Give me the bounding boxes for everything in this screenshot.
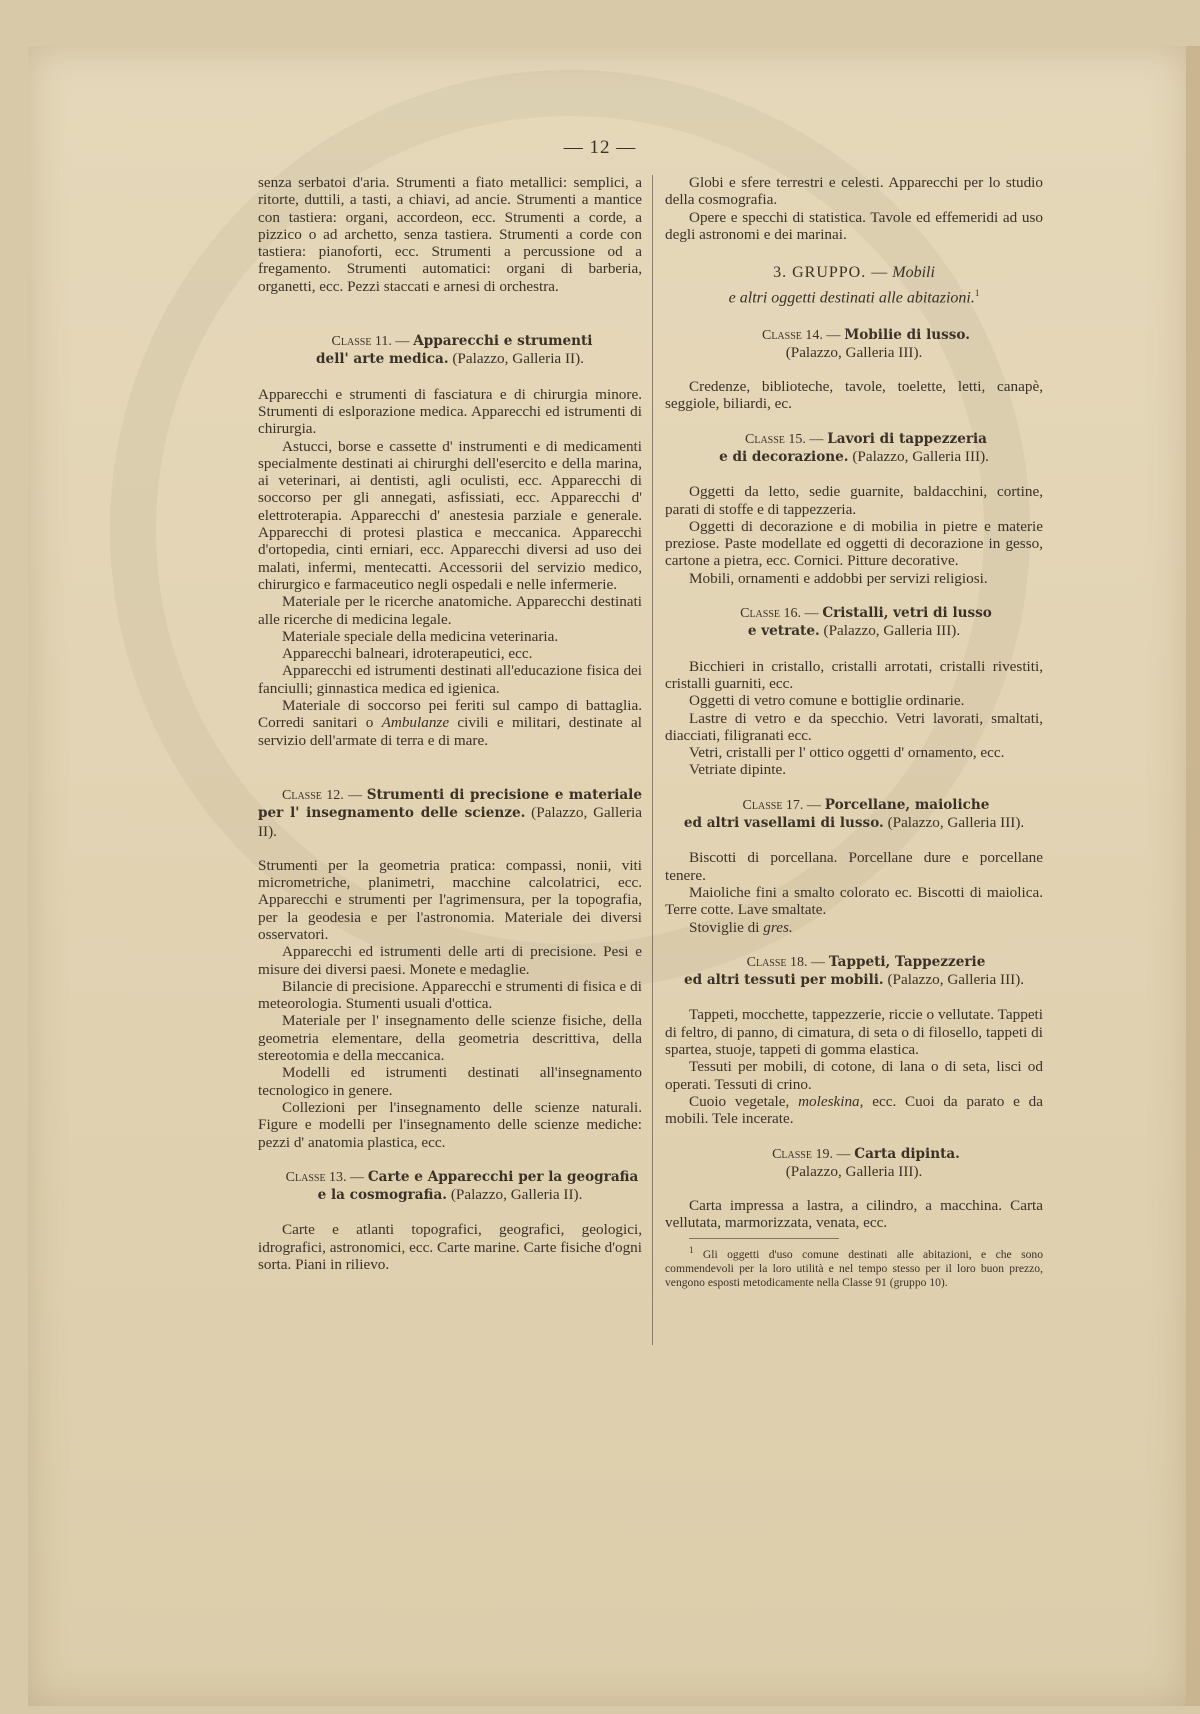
classe-12-location: (Palazzo, Galleria II). bbox=[258, 804, 642, 840]
classe-14-location: (Palazzo, Galleria III). bbox=[785, 343, 923, 361]
classe-15-section bbox=[665, 430, 1043, 587]
classe-17-title-cont: ed altri vasellami di lusso. bbox=[683, 815, 884, 832]
classe-17-paragraph: Biscotti di porcellana. Porcellane dure e porcellane tenere. bbox=[665, 849, 1043, 884]
classe-16-paragraph: Oggetti di vetro comune e bottiglie ordinarie. bbox=[689, 692, 965, 710]
classe-18-title-cont: ed altri tessuti per mobili. bbox=[683, 972, 884, 989]
classe-12-paragraph: Materiale per l' insegnamento delle scienze fisiche, della geometria elementare, della geometria descrittiva, della stereotomia e della meccanica. bbox=[258, 1012, 642, 1065]
classe-13-paragraph: Carte e atlanti topografici, geografici, geologici, idrografici, astronomici, ecc. Carte marine. Carte fisiche d'ogni sorta. Piani in rilievo. bbox=[258, 1221, 642, 1274]
classe-13-title-cont: e la cosmografia. bbox=[317, 1187, 448, 1204]
classe-16-paragraph: Lastre di vetro e da specchio. Vetri lavorati, smaltati, diacciati, filigranati ecc. bbox=[665, 709, 1043, 744]
classe-16-title: Cristalli, vetri di lusso bbox=[822, 605, 992, 622]
classe-11-heading bbox=[258, 332, 642, 369]
classe-11-paragraph: Astucci, borse e cassette d' instrumenti e di medicamenti specialmente destinati ai chirurghi dell'esercito e della marina, ai veterinari, ai dentisti, agli oculisti, ecc. Apparecchi di soccorso per gli annegati, asfissiati, ecc. Apparecchi d' elettroterapia. Apparecchi d' anestesia parziale e generale. Apparecchi di protesi plastica e meccanica. Apparecchi d'ortopedia, cinti erniari, ecc. Apparecchi diversi ad uso dei malati, infermi, mentecatti. Accessorii del servizio medico, chirurgico e farmaceutico negli ospedali e nelle infermerie. bbox=[258, 437, 642, 593]
classe-18-paragraph: Tappeti, mocchette, tappezzerie, riccie o vellutate. Tappeti di feltro, di panno, di cimatura, di seta o di filosello, tappeti di spartea, stuoje, tappeti di gomma elastica. bbox=[665, 1006, 1043, 1059]
classe-19-location: (Palazzo, Galleria III). bbox=[785, 1162, 923, 1180]
classe-17-location: (Palazzo, Galleria III). bbox=[887, 814, 1025, 832]
text-run: Stoviglie di bbox=[689, 918, 764, 936]
classe-19-label: Classe 19. — bbox=[772, 1146, 851, 1162]
classe-16-paragraph: Bicchieri in cristallo, cristalli arrotati, cristalli rivestiti, cristalli guarniti, ecc. bbox=[665, 657, 1043, 692]
gruppo-3-heading bbox=[665, 263, 1043, 308]
classe-15-paragraph: Mobili, ornamenti e addobbi per servizi religiosi. bbox=[689, 569, 988, 587]
classe-11-section bbox=[258, 332, 642, 749]
footnote-rule bbox=[689, 1238, 839, 1239]
classe-18-paragraph bbox=[665, 1093, 1043, 1128]
classe-19-paragraph: Carta impressa a lastra, a cilindro, a macchina. Carta vellutata, marmorizzata, venata, ecc. bbox=[665, 1197, 1043, 1232]
classe-18-heading bbox=[665, 953, 1043, 990]
classe-15-title: Lavori di tappezzeria bbox=[827, 430, 987, 447]
classe-12-paragraph: Strumenti per la geometria pratica: compassi, nonii, viti micrometriche, planimetri, macchine calcolatrici, ecc. Apparecchi e strumenti per l'agrimensura, per la topografia, per la geodesia e per l'astronomia. Materiale dei diversi osservatori. bbox=[258, 856, 642, 943]
classe-18-label: Classe 18. — bbox=[746, 954, 826, 970]
classe-16-paragraph: Vetri, cristalli per l' ottico oggetti d' ornamento, ecc. bbox=[689, 744, 1005, 762]
right-column bbox=[665, 174, 1043, 1290]
classe-11-paragraph: Materiale speciale della medicina veterinaria. bbox=[282, 627, 559, 645]
classe-12-section bbox=[258, 786, 642, 1151]
classe-15-location: (Palazzo, Galleria III). bbox=[852, 448, 989, 465]
classe-14-paragraph: Credenze, biblioteche, tavole, toelette, letti, canapè, seggiole, biliardi, ec. bbox=[665, 378, 1043, 413]
classe-19-title: Carta dipinta. bbox=[854, 1145, 960, 1162]
italic-run: Ambulanze bbox=[381, 714, 450, 732]
intro-paragraph: Globi e sfere terrestri e celesti. Apparecchi per lo studio della cosmografia. bbox=[665, 174, 1043, 209]
classe-17-label: Classe 17. — bbox=[742, 797, 821, 813]
classe-11-title: Apparecchi e strumenti bbox=[413, 333, 593, 350]
footnote bbox=[665, 1243, 1043, 1290]
classe-13-heading bbox=[258, 1168, 642, 1205]
classe-19-section bbox=[665, 1145, 1043, 1232]
classe-18-section bbox=[665, 953, 1043, 1128]
page-number: — 12 — bbox=[563, 137, 637, 158]
gruppo-title: Mobili bbox=[892, 264, 935, 282]
classe-15-paragraph: Oggetti di decorazione e di mobilia in pietre e materie preziose. Paste modellate ed oggetti di decorazione in gesso, cartone a pietra, ecc. Cornici. Pitture decorative. bbox=[665, 517, 1043, 570]
gruppo-title-cont: e altri oggetti destinati alle abitazioni. bbox=[728, 289, 975, 307]
classe-15-title-cont: e di decorazione. bbox=[719, 449, 849, 465]
classe-17-section bbox=[665, 796, 1043, 936]
classe-19-heading bbox=[665, 1145, 1043, 1181]
classe-17-heading bbox=[665, 796, 1043, 833]
gruppo-label: 3. GRUPPO. — bbox=[773, 264, 889, 282]
classe-12-paragraph: Bilancie di precisione. Apparecchi e strumenti di fisica e di meteorologia. Stumenti usuali d'ottica. bbox=[258, 977, 642, 1013]
classe-17-paragraph bbox=[665, 919, 1043, 936]
footnote-text: Gli oggetti d'uso comune destinati alle abitazioni, e che sono commendevoli per la loro utilità e nel tempo stesso per il loro buon prezzo, vengono esposti metodicamente nella Classe 91 (gruppo 10). bbox=[665, 1247, 1043, 1289]
classe-18-title: Tappeti, Tappezzerie bbox=[828, 953, 986, 970]
classe-13-location: (Palazzo, Galleria II). bbox=[450, 1186, 583, 1204]
italic-run: gres. bbox=[763, 918, 793, 936]
intro-paragraph: Opere e specchi di statistica. Tavole ed effemeridi ad uso degli astronomi e dei marinai. bbox=[665, 208, 1043, 243]
left-column bbox=[258, 174, 642, 1273]
classe-16-section bbox=[665, 604, 1043, 779]
classe-13-section bbox=[258, 1168, 642, 1273]
text-run: civili e militari, destinate al servizio dell'armate di terra e di mare. bbox=[258, 714, 642, 749]
classe-17-paragraph: Maioliche fini a smalto colorato ec. Biscotti di maiolica. Terre cotte. Lave smaltate. bbox=[665, 883, 1043, 919]
classe-12-paragraph: Collezioni per l'insegnamento delle scienze naturali. Figure e modelli per l'insegnamento delle scienze mediche: pezzi d' anatomia plastica, ecc. bbox=[258, 1098, 642, 1151]
classe-14-section bbox=[665, 326, 1043, 413]
footnote-mark: 1 bbox=[689, 1244, 694, 1255]
italic-run: moleskina, bbox=[798, 1092, 864, 1110]
classe-11-title-cont: dell' arte medica. bbox=[316, 351, 449, 368]
classe-15-paragraph: Oggetti da letto, sedie guarnite, baldacchini, cortine, parati di stoffe e di tappezzeria. bbox=[665, 483, 1043, 518]
classe-15-label: Classe 15. — bbox=[745, 431, 824, 447]
classe-11-location: (Palazzo, Galleria II). bbox=[452, 350, 584, 368]
intro-text: senza serbatoi d'aria. Strumenti a fiato metallici: semplici, a ritorte, duttili, a tasti, a chiavi, ad ancie. Strumenti a mantice con tastiera: organi, accordeon, ecc. Strumenti a corde, a pizzico o ad archetto, senza tastiera. Strumenti a corde con tastiera: pianoforti, ecc. Strumenti a percussione od a fregamento. Strumenti automatici: organi di barberia, organetti, ecc. Pezzi staccati e arnesi di orchestra. bbox=[258, 174, 642, 295]
page-edge bbox=[1186, 46, 1200, 1706]
classe-16-heading bbox=[665, 604, 1043, 641]
classe-12-label: Classe 12. — bbox=[282, 787, 363, 803]
classe-13-title: Carte e Apparecchi per la geografia bbox=[367, 1168, 639, 1185]
classe-11-paragraph bbox=[258, 697, 642, 749]
classe-16-label: Classe 16. — bbox=[740, 606, 819, 622]
text-run: Cuoio vegetale, bbox=[689, 1092, 799, 1110]
classe-11-paragraph: Apparecchi balneari, idroterapeutici, ecc. bbox=[282, 645, 533, 663]
classe-14-title: Mobilie di lusso. bbox=[844, 326, 970, 343]
classe-16-location: (Palazzo, Galleria III). bbox=[823, 622, 961, 640]
classe-11-label: Classe 11. — bbox=[331, 334, 410, 350]
classe-15-heading bbox=[665, 430, 1043, 467]
classe-12-paragraph: Modelli ed istrumenti destinati all'insegnamento tecnologico in genere. bbox=[258, 1064, 642, 1099]
footnote-marker: 1 bbox=[974, 288, 980, 299]
classe-16-title-cont: e vetrate. bbox=[747, 623, 820, 640]
text-run: Materiale di soccorso pei feriti sul campo di battaglia. Corredi sanitari o bbox=[258, 697, 642, 732]
classe-12-title: Strumenti di precisione e materiale per l' insegnamento delle scienze. bbox=[258, 786, 642, 822]
classe-12-paragraph: Apparecchi ed istrumenti delle arti di precisione. Pesi e misure dei diversi paesi. Monete e medaglie. bbox=[258, 943, 642, 978]
text-run: ecc. Cuoi da parato e da mobili. Tele incerate. bbox=[665, 1092, 1043, 1128]
classe-17-title: Porcellane, maioliche bbox=[824, 796, 990, 813]
classe-11-paragraph: Apparecchi ed istrumenti destinati all'educazione fisica dei fanciulli; ginnastica medica ed igienica. bbox=[258, 662, 642, 697]
classe-18-location: (Palazzo, Galleria III). bbox=[887, 971, 1025, 989]
classe-12-heading bbox=[258, 786, 642, 840]
column-divider bbox=[652, 175, 653, 1345]
classe-13-label: Classe 13. — bbox=[285, 1169, 365, 1185]
classe-16-paragraph: Vetriate dipinte. bbox=[689, 761, 786, 779]
classe-11-paragraph: Materiale per le ricerche anatomiche. Apparecchi destinati alle ricerche di medicina legale. bbox=[258, 593, 642, 628]
intro-paragraph bbox=[258, 174, 642, 295]
classe-14-label: Classe 14. — bbox=[761, 327, 841, 343]
classe-18-paragraph: Tessuti per mobili, di cotone, di lana o di seta, lisci od operati. Tessuti di crino. bbox=[665, 1058, 1043, 1093]
classe-11-paragraph: Apparecchi e strumenti di fasciatura e di chirurgia minore. Strumenti di eslporazione medica. Apparecchi ed istrumenti di chirurgia. bbox=[258, 385, 642, 438]
classe-14-heading bbox=[665, 326, 1043, 362]
